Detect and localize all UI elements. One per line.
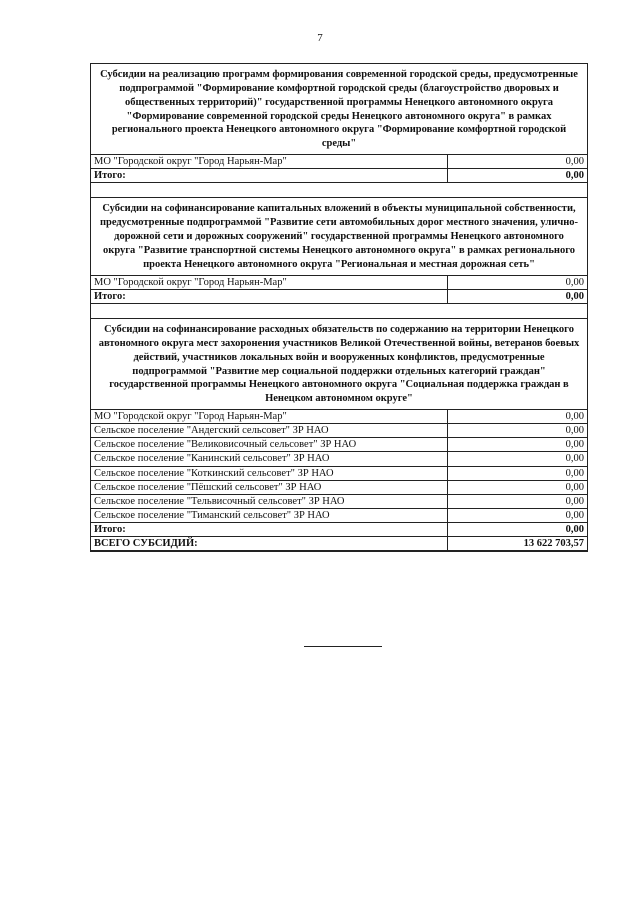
table-row [91, 155, 588, 169]
recipient-name: МО "Городской округ "Город Нарьян-Мар" [91, 275, 448, 289]
spacer-row [91, 183, 588, 198]
section-title: Субсидии на реализацию программ формирования современной городской среды, предусмотренные подпрограммой "Формирование комфортной городской среды (благоустройство дворовых и общественных территорий)" государственной программы Ненецкого автономного округа "Формирование современной городской среды Ненецкого автономного округа" в рамках регионального проекта Ненецкого автономного округа "Формирование комфортной городской среды" [91, 64, 588, 155]
recipient-name: Сельское поселение "Великовисочный сельсовет" ЗР НАО [91, 438, 448, 452]
section-header [91, 64, 588, 155]
amount-cell: 0,00 [448, 508, 588, 522]
total-label: Итого: [91, 289, 448, 303]
total-row [91, 523, 588, 537]
amount-cell: 0,00 [448, 424, 588, 438]
section-title: Субсидии на софинансирование расходных обязательств по содержанию на территории Ненецкого автономного округа мест захоронения участников Великой Отечественной войны, ветеранов боевых действий, участников локальных войн и вооруженных конфликтов, предусмотренные подпрограммой "Развитие мер социальной поддержки отдельных категорий граждан" государственной программы Ненецкого автономного округа "Социальная поддержка граждан в Ненецком автономном округе" [91, 318, 588, 409]
recipient-name: Сельское поселение "Пёшский сельсовет" ЗР НАО [91, 480, 448, 494]
total-label: Итого: [91, 523, 448, 537]
section-header [91, 318, 588, 409]
table-row [91, 275, 588, 289]
grand-total-label: ВСЕГО СУБСИДИЙ: [91, 537, 448, 552]
total-label: Итого: [91, 169, 448, 183]
total-row [91, 289, 588, 303]
recipient-name: Сельское поселение "Коткинский сельсовет" ЗР НАО [91, 466, 448, 480]
recipient-name: Сельское поселение "Канинский сельсовет" ЗР НАО [91, 452, 448, 466]
table-row [91, 508, 588, 522]
total-amount: 0,00 [448, 289, 588, 303]
recipient-name: МО "Городской округ "Город Нарьян-Мар" [91, 155, 448, 169]
spacer-row [91, 303, 588, 318]
recipient-name: Сельское поселение "Тельвисочный сельсовет" ЗР НАО [91, 494, 448, 508]
table-row [91, 466, 588, 480]
grand-total-amount: 13 622 703,57 [448, 537, 588, 552]
total-row [91, 169, 588, 183]
table-row [91, 424, 588, 438]
amount-cell: 0,00 [448, 480, 588, 494]
amount-cell: 0,00 [448, 155, 588, 169]
section-title: Субсидии на софинансирование капитальных вложений в объекты муниципальной собственности, предусмотренные подпрограммой "Развитие сети автомобильных дорог местного значения, улично-дорожной сети и дорожных сооружений" государственной программы Ненецкого автономного округа "Развитие транспортной системы Ненецкого автономного округа" в рамках регионального проекта Ненецкого автономного округа "Региональная и местная дорожная сеть" [91, 198, 588, 275]
subsidies-table [90, 63, 588, 552]
table-row [91, 480, 588, 494]
table-row [91, 438, 588, 452]
page-number: 7 [317, 32, 323, 44]
total-amount: 0,00 [448, 169, 588, 183]
footer-divider [304, 646, 382, 647]
table-row [91, 452, 588, 466]
recipient-name: МО "Городской округ "Город Нарьян-Мар" [91, 410, 448, 424]
amount-cell: 0,00 [448, 494, 588, 508]
section-header [91, 198, 588, 275]
amount-cell: 0,00 [448, 466, 588, 480]
amount-cell: 0,00 [448, 438, 588, 452]
amount-cell: 0,00 [448, 452, 588, 466]
grand-total-row [91, 537, 588, 552]
table-row [91, 494, 588, 508]
table-row [91, 410, 588, 424]
recipient-name: Сельское поселение "Тиманский сельсовет" ЗР НАО [91, 508, 448, 522]
amount-cell: 0,00 [448, 410, 588, 424]
recipient-name: Сельское поселение "Андегский сельсовет" ЗР НАО [91, 424, 448, 438]
total-amount: 0,00 [448, 523, 588, 537]
amount-cell: 0,00 [448, 275, 588, 289]
